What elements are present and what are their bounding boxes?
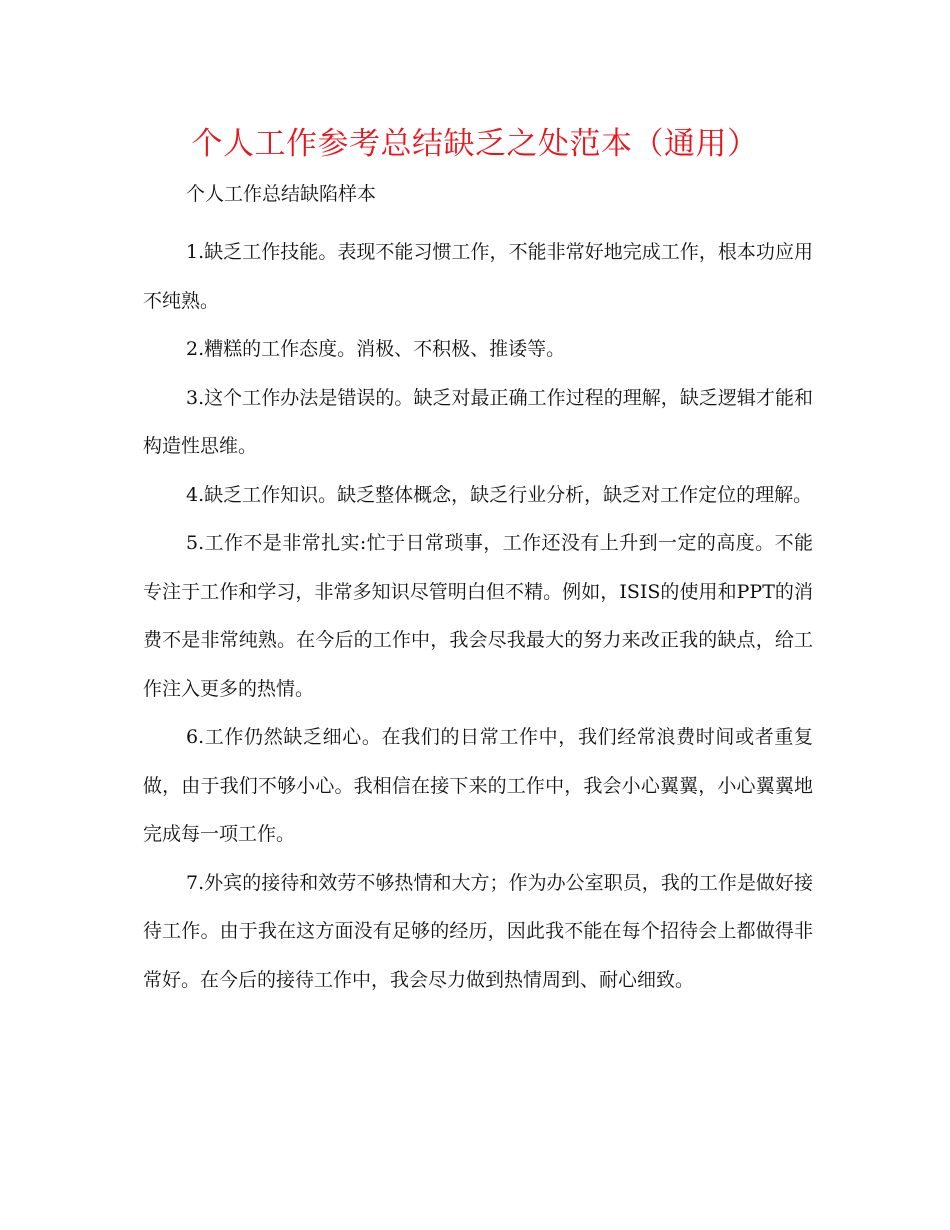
paragraph-5: 5.工作不是非常扎实:忙于日常琐事，工作还没有上升到一定的高度。不能专注于工作和学习，非常多知识尽管明白但不精。例如，ISIS的使用和PPT的消费不是非常纯熟。在今后的工作中，我会尽我最大的努力来改正我的缺点，给工作注入更多的热情。	[143, 532, 813, 700]
document-title: 个人工作参考总结缺乏之处范本（通用）	[191, 126, 759, 162]
paragraph-3: 3.这个工作办法是错误的。缺乏对最正确工作过程的理解，缺乏逻辑才能和构造性思维。	[143, 386, 813, 457]
document-subtitle: 个人工作总结缺陷样本	[186, 183, 377, 205]
paragraph-2: 2.糟糕的工作态度。消极、不积极、推诿等。	[186, 338, 566, 360]
document-body	[143, 228, 813, 1004]
paragraph-4: 4.缺乏工作知识。缺乏整体概念，缺乏行业分析，缺乏对工作定位的理解。	[186, 483, 813, 506]
paragraph-6: 6.工作仍然缺乏细心。在我们的日常工作中，我们经常浪费时间或者重复做，由于我们不够小心。我相信在接下来的工作中，我会小心翼翼，小心翼翼地完成每一项工作。	[143, 726, 813, 845]
paragraph-1: 1.缺乏工作技能。表现不能习惯工作，不能非常好地完成工作，根本功应用不纯熟。	[143, 241, 813, 312]
paragraph-7: 7.外宾的接待和效劳不够热情和大方；作为办公室职员，我的工作是做好接待工作。由于我在这方面没有足够的经历，因此我不能在每个招待会上都做得非常好。在今后的接待工作中，我会尽力做到热情周到、耐心细致。	[143, 871, 813, 991]
